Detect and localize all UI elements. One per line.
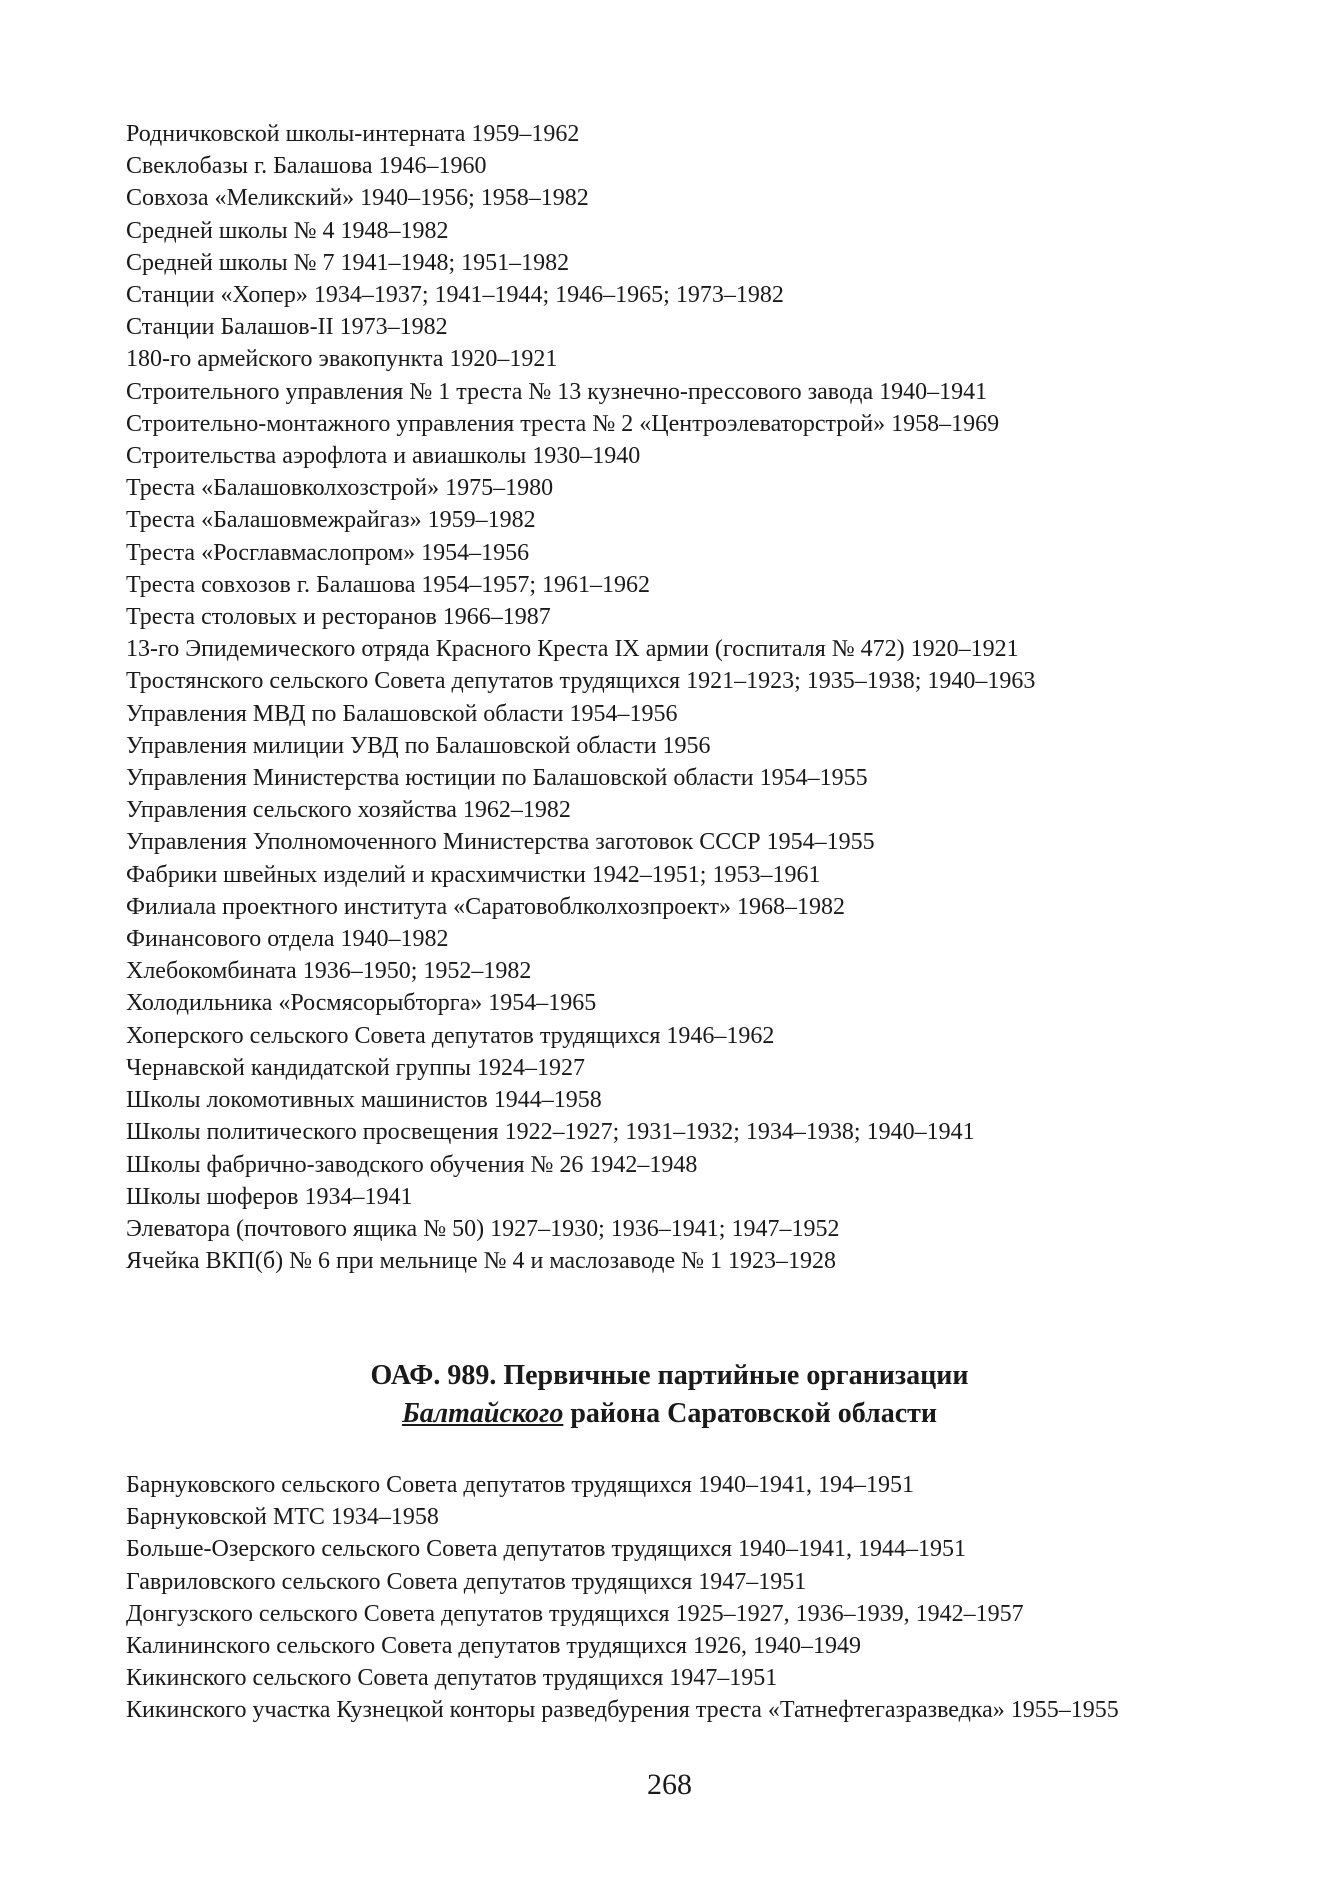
list-item: Станции Балашов-II 1973–1982 [126,314,448,341]
list-item: Барнуковской МТС 1934–1958 [126,1504,439,1531]
list-item: Хлебокомбината 1936–1950; 1952–1982 [126,958,532,985]
list-item: Школы шоферов 1934–1941 [126,1183,413,1210]
list-item: Управления сельского хозяйства 1962–1982 [126,797,571,824]
list-item: Тростянского сельского Совета депутатов трудящихся 1921–1923; 1935–1938; 1940–1963 [126,668,1036,695]
list-item: Филиала проектного института «Саратовоблколхозпроект» 1968–1982 [126,893,846,920]
list-item: Треста столовых и ресторанов 1966–1987 [126,604,551,631]
list-item: Фабрики швейных изделий и красхимчистки 1942–1951; 1953–1961 [126,861,821,888]
list-item: Управления Уполномоченного Министерства заготовок СССР 1954–1955 [126,829,875,856]
section-heading-line-1: ОАФ. 989. Первичные партийные организации [370,1360,969,1391]
list-item: Строительного управления № 1 треста № 13 кузнечно-прессового завода 1940–1941 [126,378,988,405]
list-item: Донгузского сельского Совета депутатов трудящихся 1925–1927, 1936–1939, 1942–1957 [126,1600,1024,1627]
list-item: Холодильника «Росмясорыбторга» 1954–1965 [126,990,597,1017]
list-item: Чернавской кандидатской группы 1924–1927 [126,1054,586,1081]
list-item: Свеклобазы г. Балашова 1946–1960 [126,153,487,180]
list-item: Станции «Хопер» 1934–1937; 1941–1944; 1946–1965; 1973–1982 [126,282,784,309]
section-heading-line-2-rest: района Саратовской области [563,1398,938,1429]
list-item: Совхоза «Меликский» 1940–1956; 1958–1982 [126,185,589,212]
section-heading-line-2 [0,1395,1339,1433]
list-item: 13-го Эпидемического отряда Красного Креста IX армии (госпиталя № 472) 1920–1921 [126,636,1019,663]
list-item: Средней школы № 7 1941–1948; 1951–1982 [126,249,570,276]
list-item: Родничковской школы-интерната 1959–1962 [126,121,580,147]
list-item: Ячейка ВКП(б) № 6 при мельнице № 4 и маслозаводе № 1 1923–1928 [126,1248,837,1275]
list-item: Треста совхозов г. Балашова 1954–1957; 1961–1962 [126,571,651,598]
list-item: Строительства аэрофлота и авиашколы 1930–1940 [126,443,641,470]
list-item: 180-го армейского эвакопункта 1920–1921 [126,346,558,373]
list-item: Школы локомотивных машинистов 1944–1958 [126,1087,602,1114]
list-item: Барнуковского сельского Совета депутатов трудящихся 1940–1941, 194–1951 [126,1472,914,1498]
list-item: Треста «Росглавмаслопром» 1954–1956 [126,539,530,566]
list-item: Управления Министерства юстиции по Балашовской области 1954–1955 [126,765,868,792]
page-number: 268 [647,1768,692,1801]
list-item: Кикинского участка Кузнецкой конторы разведбурения треста «Татнефтегазразведка» 1955–1955 [126,1697,1119,1724]
list-item: Финансового отдела 1940–1982 [126,926,449,953]
list-item: Средней школы № 4 1948–1982 [126,217,449,244]
list-item: Гавриловского сельского Совета депутатов трудящихся 1947–1951 [126,1568,807,1595]
section-heading [0,1357,1339,1433]
list-item: Треста «Балашовколхозстрой» 1975–1980 [126,475,554,502]
list-item: Треста «Балашовмежрайгаз» 1959–1982 [126,507,536,534]
list-item: Управления МВД по Балашовской области 1954–1956 [126,700,678,727]
list-item: Школы политического просвещения 1922–1927; 1931–1932; 1934–1938; 1940–1941 [126,1119,975,1146]
archive-list-bottom [126,1469,1119,1727]
list-item: Кикинского сельского Совета депутатов трудящихся 1947–1951 [126,1665,778,1692]
list-item: Больше-Озерского сельского Совета депутатов трудящихся 1940–1941, 1944–1951 [126,1536,967,1563]
list-item: Элеватора (почтового ящика № 50) 1927–1930; 1936–1941; 1947–1952 [126,1215,840,1242]
archive-list-top [126,118,1035,1277]
list-item: Хоперского сельского Совета депутатов трудящихся 1946–1962 [126,1022,775,1049]
list-item: Управления милиции УВД по Балашовской области 1956 [126,732,711,759]
district-name: Балтайского [401,1398,564,1429]
list-item: Строительно-монтажного управления треста № 2 «Центроэлеваторстрой» 1958–1969 [126,410,1000,437]
list-item: Школы фабрично-заводского обучения № 26 1942–1948 [126,1151,698,1178]
list-item: Калининского сельского Совета депутатов трудящихся 1926, 1940–1949 [126,1633,861,1660]
